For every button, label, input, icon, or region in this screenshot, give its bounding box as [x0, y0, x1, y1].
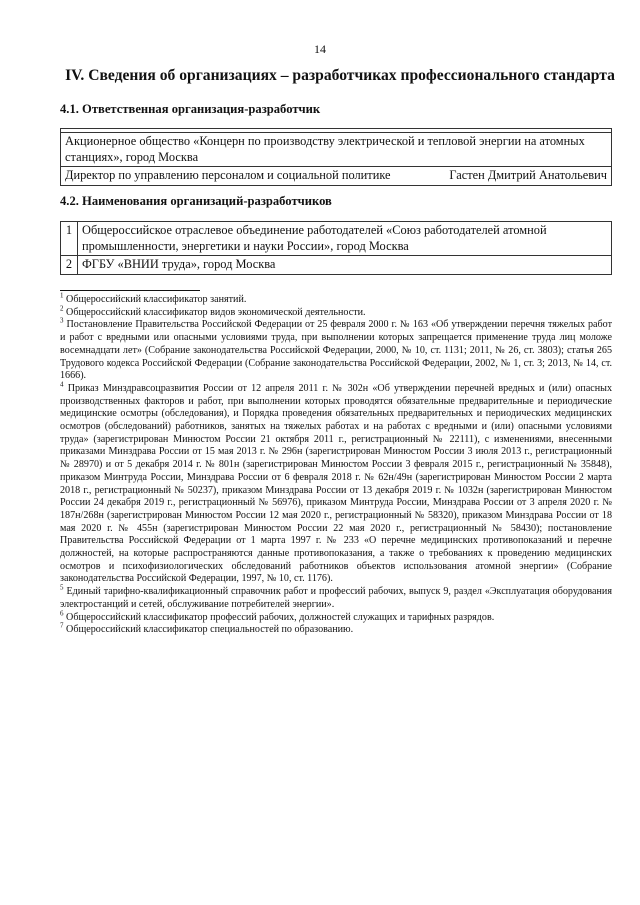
footnote-text: Общероссийский классификатор занятий. [66, 294, 247, 305]
footnote-mark: 3 [60, 317, 64, 326]
developer-name: ФГБУ «ВНИИ труда», город Москва [78, 256, 612, 275]
responsible-signatory [61, 167, 612, 186]
footnote-mark: 5 [60, 583, 64, 592]
developers-table [60, 221, 612, 275]
responsible-organization: Акционерное общество «Концерн по производству электрической и тепловой энергии на атомных станциях», город Москва [61, 133, 612, 167]
footnotes [60, 291, 613, 637]
footnote-text: Единый тарифно-квалификационный справочник работ и профессий рабочих, выпуск 9, раздел «Эксплуатация оборудования электростанций и сетей, обслуживание потребителей энергии». [60, 586, 612, 610]
table-row [61, 222, 612, 256]
signatory-name: Гастен Дмитрий Анатольевич [449, 168, 607, 182]
signatory-position: Директор по управлению персоналом и социальной политике [65, 168, 391, 182]
footnote-mark: 6 [60, 609, 64, 618]
footnote-text: Приказ Минздравсоцразвития России от 12 апреля 2011 г. № 302н «Об утверждении перечней вредных и (или) опасных производственных факторов и работ, при выполнении которых проводятся обязательные предварительные и периодические медицинские осмотры (обследования), и Порядка проведения обязательных предварительных и периодических медицинских осмотров (обследований) работников, занятых на тяжелых работах и на работах с вредными и (или) опасными условиями труда» (зарегистрирован Минюстом России 21 октября 2011 г., регистрационный № 22111), с изменениями, внесенными приказами Минздрава России от 15 мая 2013 г. № 296н (зарегистрирован Минюстом России 3 июля 2013 г., регистрационный № 28970) и от 5 декабря 2014 г. № 801н (зарегистрирован Минюстом России 3 февраля 2015 г., регистрационный № 35848), приказом Минтруда России, Минздрава России от 6 февраля 2018 г. № 62н/49н (зарегистрирован Минюстом России 2 марта 2018 г., регистрационный № 50237), приказом Минздрава России от 13 декабря 2019 г. № 1032н (зарегистрирован Минюстом России 24 декабря 2019 г., регистрационный № 56976), приказом Минтруда России, Минздрава России от 3 апреля 2020 г. № 187н/268н (зарегистрирован Минюстом России 12 мая 2020 г., регистрационный № 58320), приказом Минздрава России от 18 мая 2020 г. № 455н (зарегистрирован Минюстом России 22 мая 2020 г., регистрационный № 58430); постановление Правительства Российской Федерации от 1 марта 1997 г. № 233 «О перечне медицинских противопоказаний и перечне должностей, на которые распространяются данные противопоказания, а также о требованиях к проведению медицинских осмотров и психофизиологических обследований работников объектов использования атомной энергии» (Собрание законодательства Российской Федерации, 1997, № 10, ст. 1176). [60, 382, 613, 585]
footnote [60, 380, 613, 586]
footnote-separator [60, 290, 200, 291]
row-number: 1 [61, 222, 78, 256]
row-number: 2 [61, 256, 78, 275]
table-row [61, 256, 612, 275]
page-number: 14 [314, 42, 326, 56]
footnote [60, 291, 612, 307]
developers-heading: 4.2. Наименования организаций-разработчиков [60, 194, 332, 208]
footnote-mark: 7 [60, 621, 64, 630]
section-title: IV. Сведения об организациях – разработчиках профессионального стандарта [65, 67, 615, 84]
footnote [60, 621, 612, 637]
footnote-text: Общероссийский классификатор специальностей по образованию. [66, 624, 354, 636]
responsible-table [60, 128, 612, 186]
responsible-heading: 4.1. Ответственная организация-разработчик [60, 102, 321, 116]
footnote [60, 304, 612, 320]
footnote-text: Общероссийский классификатор профессий рабочих, должностей служащих и тарифных разрядов. [66, 611, 495, 623]
footnote [60, 583, 612, 611]
footnote-mark: 4 [60, 380, 64, 389]
footnote-mark: 2 [60, 304, 64, 313]
footnote [60, 609, 612, 625]
footnote-mark: 1 [60, 291, 64, 300]
footnote [60, 319, 612, 383]
footnote-text: Общероссийский классификатор видов экономической деятельности. [66, 306, 366, 318]
developer-name: Общероссийское отраслевое объединение работодателей «Союз работодателей атомной промышленности, энергетики и науки России», город Москва [78, 222, 612, 256]
footnote-text: Постановление Правительства Российской Федерации от 25 февраля 2000 г. № 163 «Об утверждении перечня тяжелых работ и работ с вредными или опасными условиями труда, при выполнении которых запрещается применение труда лиц моложе восемнадцати лет» (Собрание законодательства Российской Федерации, 2000, № 10, ст. 1131; 2011, № 26, ст. 3803); статья 265 Трудового кодекса Российской Федерации (Собрание законодательства Российской Федерации, 2002, № 1, ст. 3; 2013, № 14, ст. 1666). [60, 319, 612, 382]
